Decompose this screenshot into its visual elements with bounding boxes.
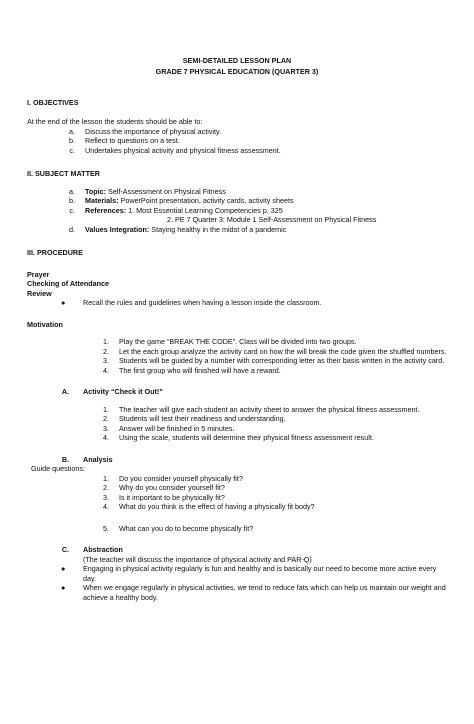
subject-matter-item: d. Values Integration: Staying healthy in the midst of a pandemic [69, 224, 287, 234]
bullet-icon: ● [61, 298, 66, 308]
analysis-item: 2. Why do you consider yourself fit? [103, 483, 225, 493]
motivation-item: 2. Let the each group analyze the activity card on how the will break the code given the shuffled numbers. [103, 346, 447, 356]
motivation-item: 3. Students will be guided by a number with corresponding letter as their basis written in the activity card. [103, 356, 445, 366]
objective-item: a. Discuss the importance of physical activity. [69, 126, 222, 136]
analysis-item: 3. Is it important to be physically fit? [103, 492, 225, 502]
review-heading: Review [27, 288, 52, 298]
objectives-heading: I. OBJECTIVES [27, 97, 79, 107]
analysis-heading: B. Analysis [61, 454, 113, 464]
activity-item: 1. The teacher will give each student an activity sheet to answer the physical fitness assessment. [103, 404, 420, 414]
attendance-heading: Checking of Attendance [27, 279, 109, 289]
review-item: ● Recall the rules and guidelines when having a lesson inside the classroom. [61, 298, 322, 308]
analysis-item: 1. Do you consider yourself physically fit? [103, 473, 243, 483]
reference-2: 2. PE 7 Quarter 3: Module 1 Self-Assessment on Physical Fitness [167, 215, 377, 225]
objective-item: c. Undertakes physical activity and physical fitness assessment. [69, 145, 281, 155]
motivation-heading: Motivation [27, 319, 63, 329]
title-line-1: SEMI-DETAILED LESSON PLAN [182, 56, 292, 65]
activity-heading: A. Activity “Check it Out!” [61, 387, 163, 397]
activity-item: 3. Answer will be finished in 5 minutes. [103, 423, 235, 433]
analysis-item: 4. What do you think is the effect of having a physically fit body? [103, 502, 315, 512]
subject-matter-item: b. Materials: PowerPoint presentation, activity cards, activity sheets [69, 196, 294, 206]
bullet-icon: ● [61, 583, 66, 593]
motivation-item: 4. The first group who will finished will have a reward. [103, 365, 281, 375]
title-line-2: GRADE 7 PHYSICAL EDUCATION (QUARTER 3) [155, 66, 319, 76]
motivation-item: 1. Play the game “BREAK THE CODE”. Class will be divided into two groups. [103, 337, 357, 347]
procedure-heading: III. PROCEDURE [27, 248, 83, 258]
subject-matter-heading: II. SUBJECT MATTER [27, 169, 100, 179]
subject-matter-item: a. Topic: Self-Assessment on Physical Fitness [69, 186, 226, 196]
guide-questions-label: Guide questions: [31, 464, 85, 474]
abstraction-bullet: ● Engaging in physical activity regularly is fun and healthy and is basically our need to become more active every day. [61, 564, 437, 583]
activity-item: 2. Students will test their readiness and understanding. [103, 414, 286, 424]
abstraction-heading: C. Abstraction [61, 545, 123, 555]
subject-matter-item: c. References: 1. Most Essential Learning Competencies p. 325 [69, 205, 283, 215]
abstraction-note: (The teacher will discuss the importance of physical activity and PAR-Q) [83, 554, 312, 564]
objectives-intro: At the end of the lesson the students should be able to: [27, 117, 203, 127]
analysis-item: 5. What can you do to become physically fit? [103, 523, 254, 533]
prayer-heading: Prayer [27, 269, 50, 279]
activity-item: 4. Using the scale, students will determine their physical fitness assessment result. [103, 433, 374, 443]
objective-item: b. Reflect to questions on a test. [69, 136, 180, 146]
bullet-icon: ● [61, 564, 66, 574]
document-title [27, 56, 447, 78]
abstraction-bullet: ● When we engage regularly in physical activities, we tend to reduce fats which can help us maintain our weight and achieve a healthy body. [61, 583, 446, 602]
lesson-plan-page [27, 56, 447, 602]
